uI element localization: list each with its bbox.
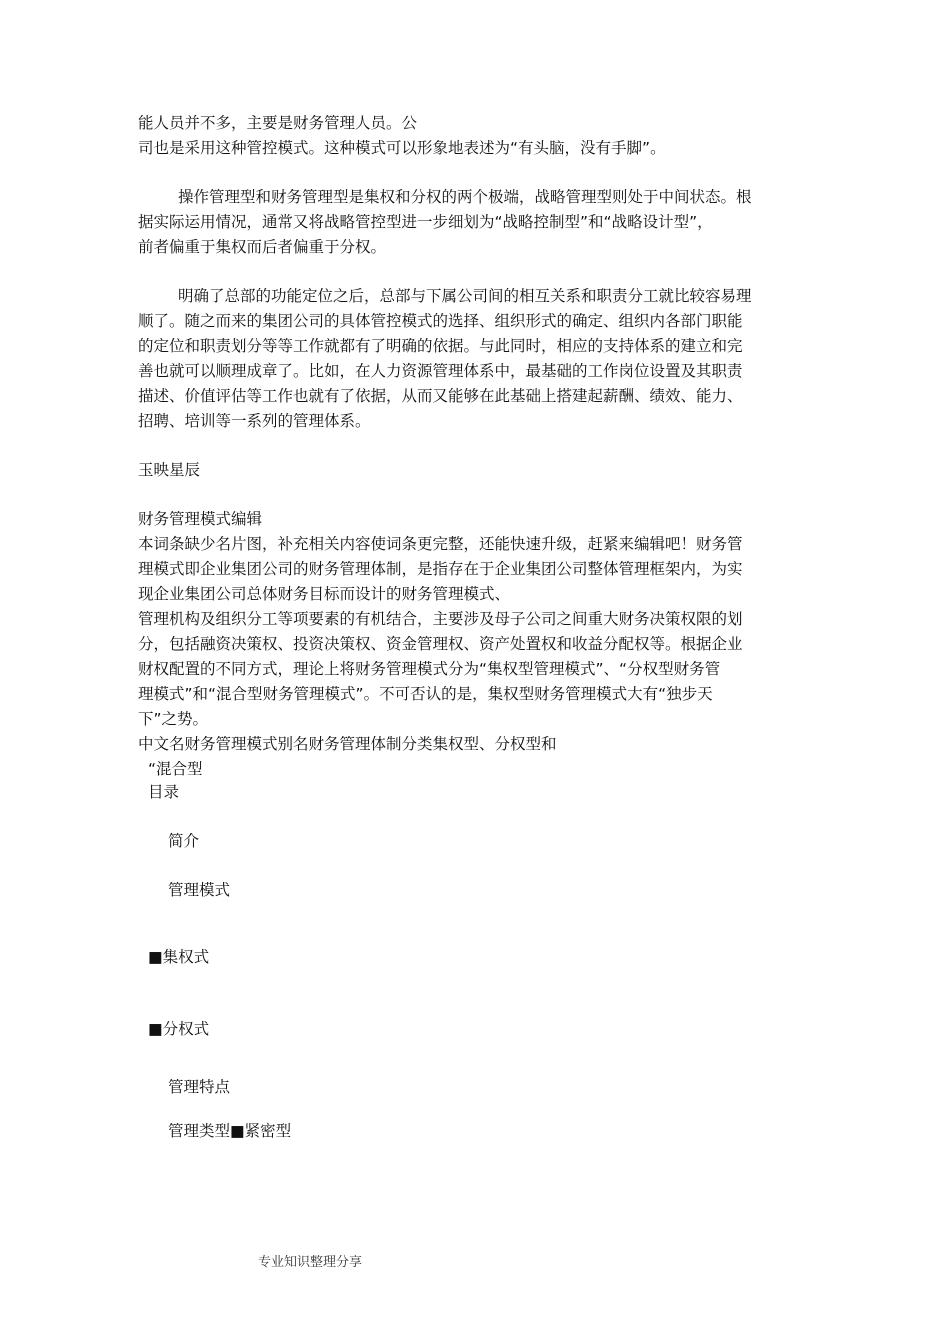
toc-item-types[interactable]: 管理类型■紧密型 xyxy=(168,1122,292,1140)
toc-title: 目录 xyxy=(148,783,180,801)
text-line: 理模式”和“混合型财务管理模式”。不可否认的是，集权型财务管理模式大有“独步天 xyxy=(138,685,713,703)
text-line: 据实际运用情况，通常又将战略管控型进一步细划为“战略控制型”和“战略设计型”， xyxy=(138,213,713,231)
author-name: 玉映星辰 xyxy=(138,461,201,479)
page-footer: 专业知识整理分享 xyxy=(258,1255,363,1270)
toc-item-features[interactable]: 管理特点 xyxy=(168,1078,231,1096)
text-line: 分，包括融资决策权、投资决策权、资金管理权、资产处置权和收益分配权等。根据企业 xyxy=(138,635,743,653)
text-line: 财权配置的不同方式，理论上将财务管理模式分为“集权型管理模式”、“分权型财务管 xyxy=(138,660,721,678)
text-line: 下”之势。 xyxy=(138,710,209,728)
text-line: 司也是采用这种管控模式。这种模式可以形象地表述为“有头脑，没有手脚”。 xyxy=(138,139,666,157)
text-line: 操作管理型和财务管理型是集权和分权的两个极端，战略管理型则处于中间状态。根 xyxy=(178,188,752,206)
section-heading: 财务管理模式编辑 xyxy=(138,510,263,528)
text-line: 善也就可以顺理成章了。比如，在人力资源管理体系中，最基础的工作岗位设置及其职责 xyxy=(138,362,743,380)
text-line: “混合型 xyxy=(148,760,203,778)
toc-item-management-mode[interactable]: 管理模式 xyxy=(168,881,231,899)
text-line: 的定位和职责划分等等工作就都有了明确的依据。与此同时，相应的支持体系的建立和完 xyxy=(138,337,743,355)
text-line: 描述、价值评估等工作也就有了依据，从而又能够在此基础上搭建起薪酬、绩效、能力、 xyxy=(138,387,743,405)
text-line: 能人员并不多，主要是财务管理人员。公 xyxy=(138,114,418,132)
text-line: 现企业集团公司总体财务目标而设计的财务管理模式、 xyxy=(138,585,511,603)
toc-item-intro[interactable]: 简介 xyxy=(168,832,200,850)
text-line: 前者偏重于集权而后者偏重于分权。 xyxy=(138,238,387,256)
text-line: 明确了总部的功能定位之后，总部与下属公司间的相互关系和职责分工就比较容易理 xyxy=(178,287,752,305)
text-line: 管理机构及组织分工等项要素的有机结合，主要涉及母子公司之间重大财务决策权限的划 xyxy=(138,610,743,628)
text-line: 顺了。随之而来的集团公司的具体管控模式的选择、组织形式的确定、组织内各部门职能 xyxy=(138,312,743,330)
toc-item-decentralized[interactable]: ■分权式 xyxy=(148,1020,210,1038)
text-line: 中文名财务管理模式别名财务管理体制分类集权型、分权型和 xyxy=(138,735,557,753)
text-line: 本词条缺少名片图，补充相关内容使词条更完整，还能快速升级，赶紧来编辑吧！财务管 xyxy=(138,535,743,553)
toc-item-centralized[interactable]: ■集权式 xyxy=(148,948,210,966)
text-line: 理模式即企业集团公司的财务管理体制，是指存在于企业集团公司整体管理框架内，为实 xyxy=(138,560,743,578)
text-line: 招聘、培训等一系列的管理体系。 xyxy=(138,412,371,430)
